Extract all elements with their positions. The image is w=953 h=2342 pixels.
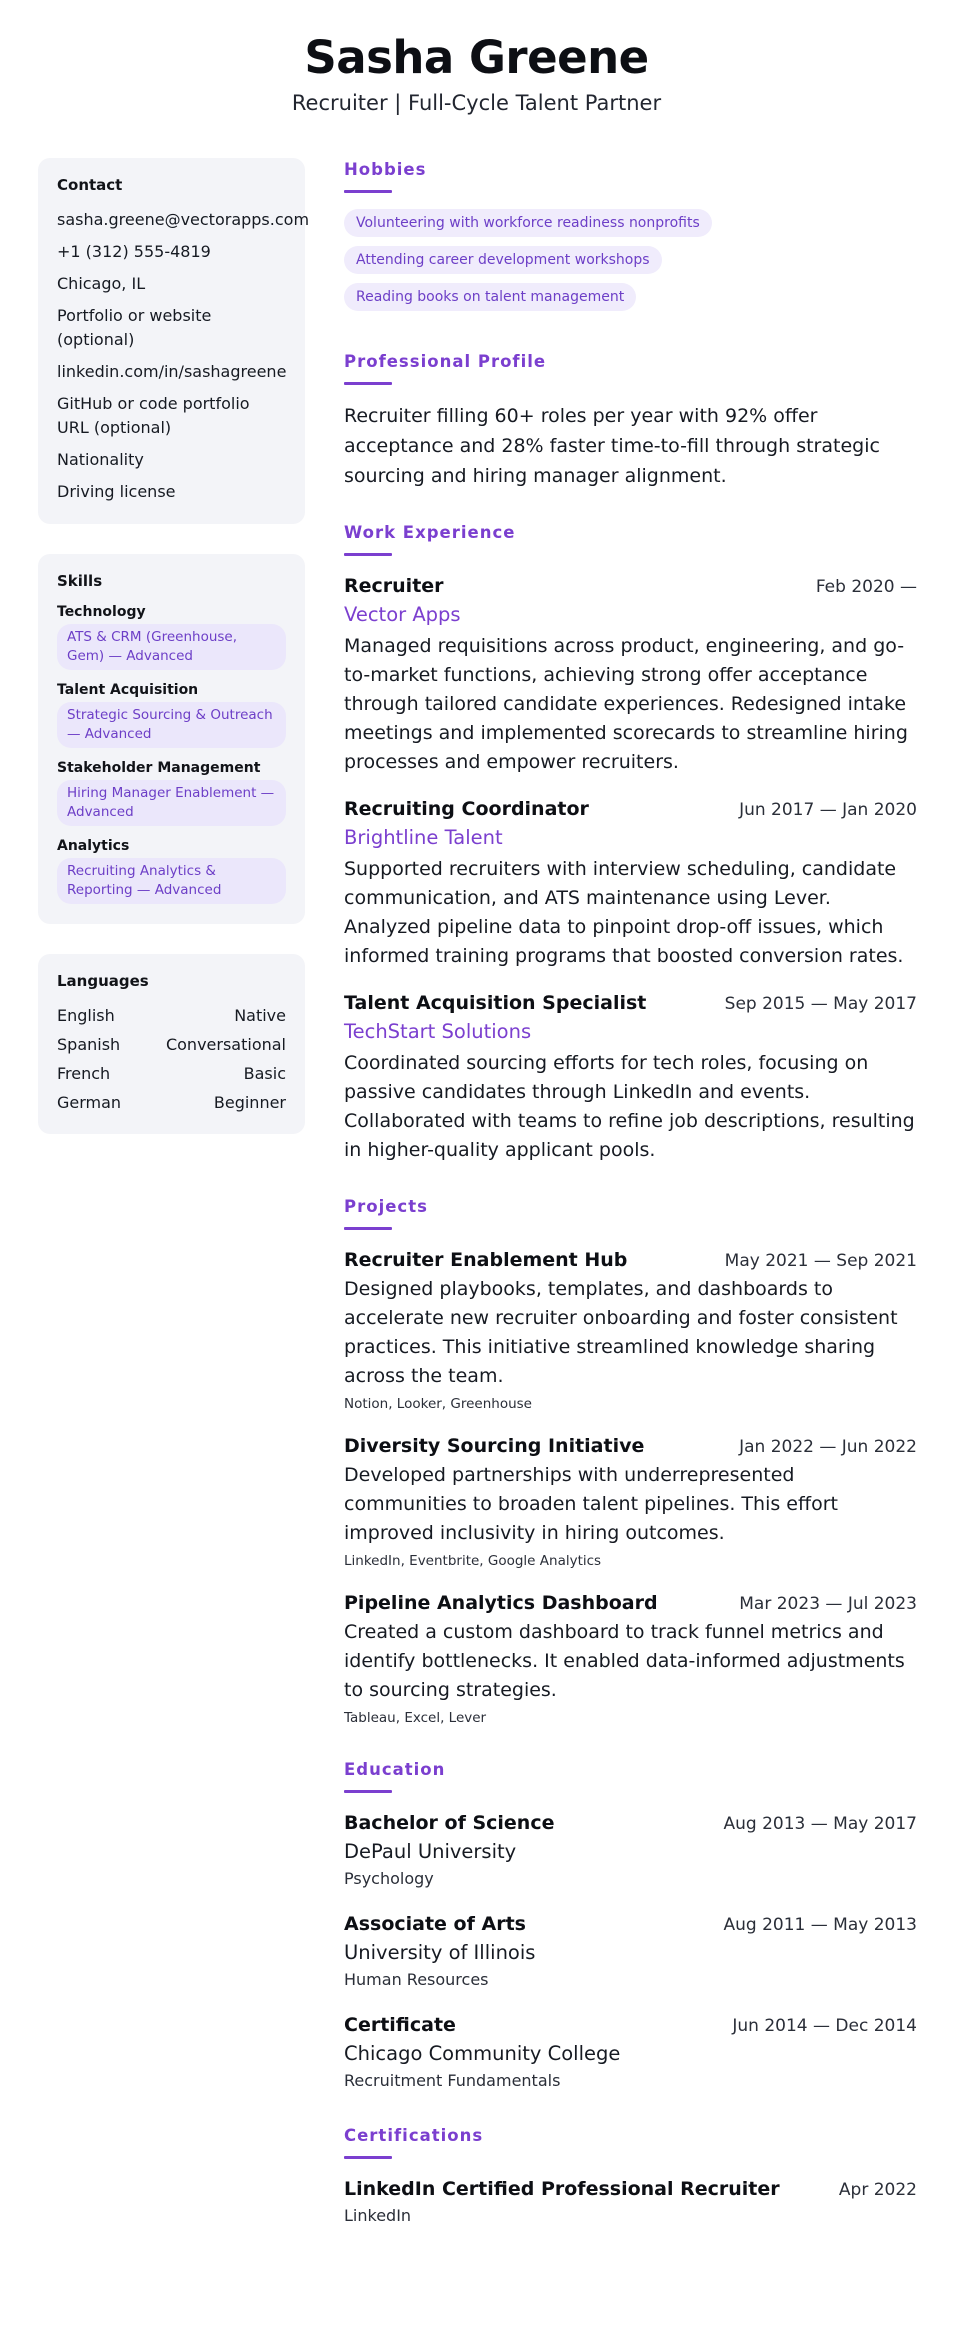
hobby-pill: Attending career development workshops xyxy=(344,246,662,274)
job-description: Supported recruiters with interview scheduling, candidate communication, and ATS maintenance using Lever. Analyzed pipeline data to pinpoint drop-off issues, which informed training programs that boosted conversion rates. xyxy=(344,858,904,967)
education-date: Aug 2011 — May 2013 xyxy=(723,1915,917,1935)
projects-section xyxy=(344,1195,917,1728)
contact-nationality: Nationality xyxy=(57,450,144,469)
skills-card xyxy=(38,554,305,924)
language-row xyxy=(57,1004,286,1027)
education-date: Jun 2014 — Dec 2014 xyxy=(732,2016,917,2036)
contact-phone[interactable]: +1 (312) 555-4819 xyxy=(57,242,211,261)
hobby-pill: Reading books on talent management xyxy=(344,283,636,311)
company-name: TechStart Solutions xyxy=(344,1020,532,1043)
project-tools: LinkedIn, Eventbrite, Google Analytics xyxy=(344,1553,602,1569)
section-title: Certifications xyxy=(344,2126,484,2145)
contact-location: Chicago, IL xyxy=(57,274,146,293)
skill-pill: Hiring Manager Enablement — Advanced xyxy=(57,780,286,826)
education-section xyxy=(344,1758,917,2094)
section-divider xyxy=(344,1227,392,1230)
hobbies-section xyxy=(344,158,917,320)
school-name: DePaul University xyxy=(344,1840,517,1863)
field-of-study: Recruitment Fundamentals xyxy=(344,2071,561,2090)
certification-name: LinkedIn Certified Professional Recruiter xyxy=(344,2178,780,2200)
education-date: Aug 2013 — May 2017 xyxy=(723,1814,917,1834)
skill-pill: ATS & CRM (Greenhouse, Gem) — Advanced xyxy=(57,624,286,670)
degree-name: Certificate xyxy=(344,2014,456,2036)
school-name: Chicago Community College xyxy=(344,2042,621,2065)
project-description: Developed partnerships with underrepresented communities to broaden talent pipelines. This effort improved inclusivity in hiring outcomes. xyxy=(344,1464,838,1544)
skill-category: Talent Acquisition xyxy=(57,682,199,698)
skill-group xyxy=(57,682,286,748)
degree-name: Bachelor of Science xyxy=(344,1812,555,1834)
hobbies-list xyxy=(344,209,917,320)
job-title: Recruiter xyxy=(344,575,444,597)
project-entry xyxy=(344,1432,917,1571)
field-of-study: Human Resources xyxy=(344,1970,489,1989)
section-divider xyxy=(344,190,392,193)
hobby-pill: Volunteering with workforce readiness nonprofits xyxy=(344,209,712,237)
language-name: Spanish xyxy=(57,1035,121,1054)
resume-header xyxy=(0,30,953,118)
project-tools: Tableau, Excel, Lever xyxy=(344,1710,487,1726)
candidate-name: Sasha Greene xyxy=(304,31,649,84)
section-divider xyxy=(344,1790,392,1793)
project-tools: Notion, Looker, Greenhouse xyxy=(344,1396,532,1412)
language-name: French xyxy=(57,1064,111,1083)
company-name: Vector Apps xyxy=(344,603,461,626)
language-row xyxy=(57,1091,286,1114)
education-entry xyxy=(344,1910,917,1993)
language-name: English xyxy=(57,1006,115,1025)
school-name: University of Illinois xyxy=(344,1941,536,1964)
skill-category: Stakeholder Management xyxy=(57,760,261,776)
language-level: Conversational xyxy=(165,1035,286,1054)
skills-title: Skills xyxy=(57,572,103,590)
job-description: Managed requisitions across product, engineering, and go-to-market functions, achieving strong offer acceptance through tailored candidate experiences. Redesigned intake meetings and implemented scorecards to streamline hiring processes and empower recruiters. xyxy=(344,635,908,773)
job-title: Recruiting Coordinator xyxy=(344,798,589,820)
project-date: Mar 2023 — Jul 2023 xyxy=(739,1594,917,1614)
section-divider xyxy=(344,382,392,385)
skill-category: Analytics xyxy=(57,838,130,854)
section-title: Education xyxy=(344,1760,446,1779)
section-title: Work Experience xyxy=(344,523,516,542)
contact-title: Contact xyxy=(57,176,123,194)
job-date: Jun 2017 — Jan 2020 xyxy=(739,800,917,820)
section-divider xyxy=(344,2156,392,2159)
language-level: Beginner xyxy=(213,1093,286,1112)
language-level: Native xyxy=(234,1006,286,1025)
project-entry xyxy=(344,1246,917,1414)
section-title: Professional Profile xyxy=(344,352,547,371)
contact-email[interactable]: sasha.greene@vectorapps.com xyxy=(57,210,310,229)
experience-entry xyxy=(344,795,917,971)
language-row xyxy=(57,1033,286,1056)
certification-date: Apr 2022 xyxy=(838,2180,917,2200)
experience-entry xyxy=(344,989,917,1165)
skill-category: Technology xyxy=(57,604,146,620)
candidate-tagline: Recruiter | Full-Cycle Talent Partner xyxy=(291,91,662,115)
project-name: Recruiter Enablement Hub xyxy=(344,1249,628,1271)
languages-card xyxy=(38,954,305,1134)
language-level: Basic xyxy=(243,1064,286,1083)
languages-title: Languages xyxy=(57,972,149,990)
profile-text: Recruiter filling 60+ roles per year with 92% offer acceptance and 28% faster time-to-fill through strategic sourcing and hiring manager alignment. xyxy=(344,405,880,487)
project-entry xyxy=(344,1589,917,1728)
certifications-section xyxy=(344,2124,917,2228)
project-description: Designed playbooks, templates, and dashboards to accelerate new recruiter onboarding and foster consistent practices. This initiative streamlined knowledge sharing across the team. xyxy=(344,1278,898,1387)
project-name: Diversity Sourcing Initiative xyxy=(344,1435,645,1457)
project-description: Created a custom dashboard to track funnel metrics and identify bottlenecks. It enabled data-informed adjustments to sourcing strategies. xyxy=(344,1621,905,1701)
project-date: May 2021 — Sep 2021 xyxy=(724,1251,917,1271)
experience-entry xyxy=(344,572,917,777)
profile-section xyxy=(344,350,917,491)
job-date: Feb 2020 — xyxy=(815,577,917,597)
skill-group xyxy=(57,760,286,826)
skill-group xyxy=(57,838,286,904)
contact-portfolio[interactable]: Portfolio or website (optional) xyxy=(57,306,212,349)
skill-pill: Recruiting Analytics & Reporting — Advanced xyxy=(57,858,286,904)
project-name: Pipeline Analytics Dashboard xyxy=(344,1592,658,1614)
contact-linkedin[interactable]: linkedin.com/in/sashagreene xyxy=(57,362,287,381)
contact-card xyxy=(38,158,310,524)
section-divider xyxy=(344,553,392,556)
field-of-study: Psychology xyxy=(344,1869,434,1888)
education-entry xyxy=(344,1809,917,1892)
education-entry xyxy=(344,2011,917,2094)
skill-group xyxy=(57,604,286,670)
section-title: Hobbies xyxy=(344,160,427,179)
company-name: Brightline Talent xyxy=(344,826,503,849)
degree-name: Associate of Arts xyxy=(344,1913,526,1935)
contact-github[interactable]: GitHub or code portfolio URL (optional) xyxy=(57,394,250,437)
contact-driving-license: Driving license xyxy=(57,482,176,501)
language-row xyxy=(57,1062,286,1085)
job-description: Coordinated sourcing efforts for tech roles, focusing on passive candidates through LinkedIn and events. Collaborated with teams to refine job descriptions, resulting in higher-quality applicant pools. xyxy=(344,1052,915,1161)
section-title: Projects xyxy=(344,1197,428,1216)
certification-issuer: LinkedIn xyxy=(344,2206,412,2225)
sidebar xyxy=(38,158,310,1164)
language-name: German xyxy=(57,1093,122,1112)
main-column xyxy=(344,158,917,2228)
certification-entry xyxy=(344,2175,917,2228)
skill-pill: Strategic Sourcing & Outreach — Advanced xyxy=(57,702,286,748)
job-title: Talent Acquisition Specialist xyxy=(344,992,647,1014)
experience-section xyxy=(344,521,917,1165)
job-date: Sep 2015 — May 2017 xyxy=(724,994,917,1014)
project-date: Jan 2022 — Jun 2022 xyxy=(739,1437,917,1457)
